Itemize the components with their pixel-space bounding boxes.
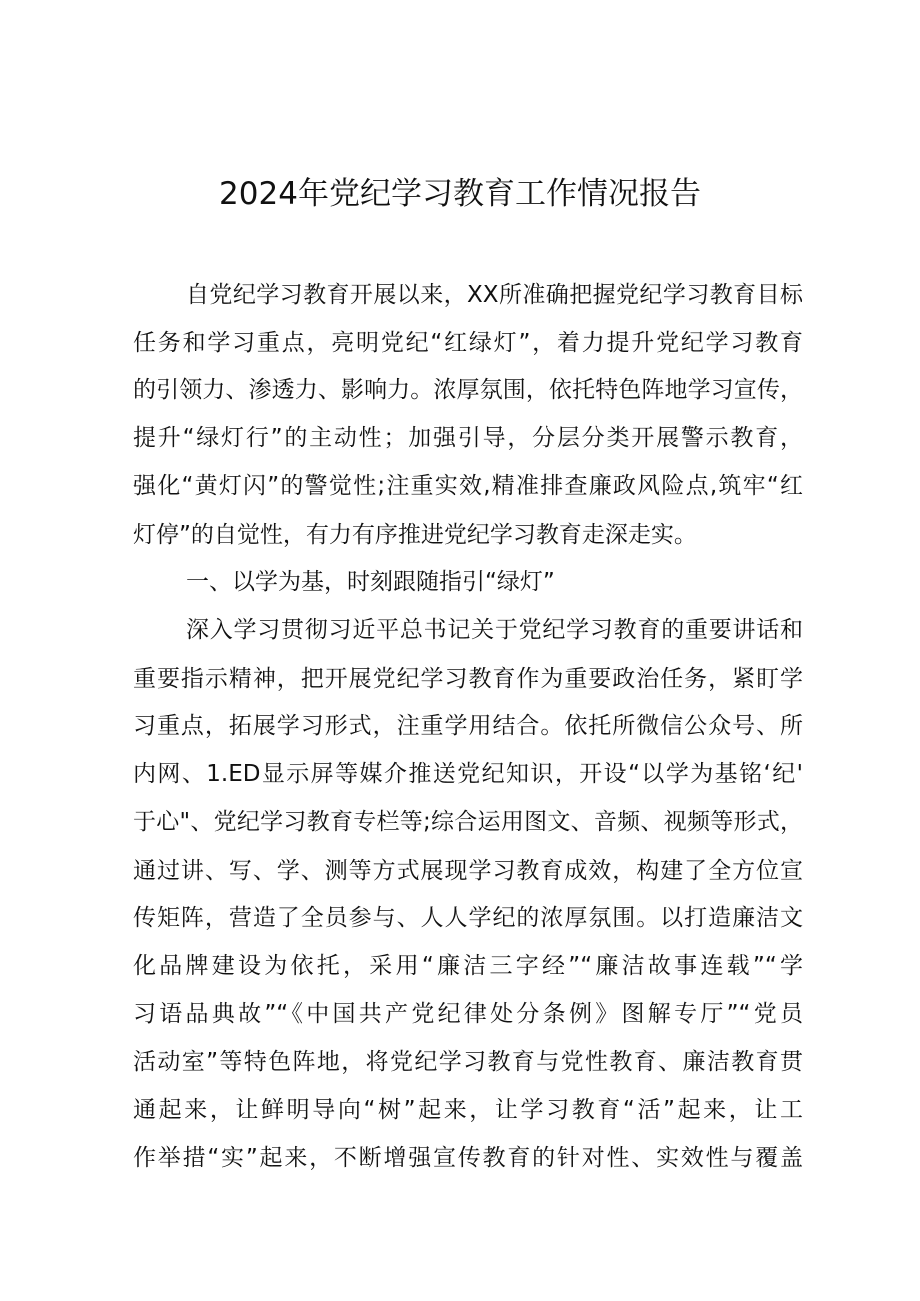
paragraph-line: 的引领力、渗透力、影响力。浓厚氛围，依托特色阵地学习宣传， [133,377,803,403]
section-heading: 一、以学为基，时刻跟随指引“绿灯” [186,569,555,595]
paragraph-line: 自党纪学习教育开展以来，XX所准确把握党纪学习教育目标 [186,282,803,308]
paragraph-line: 任务和学习重点，亮明党纪“红绿灯”，着力提升党纪学习教育 [133,330,803,356]
paragraph-line: 通起来，让鲜明导向“树”起来，让学习教育“活”起来，让工 [133,1097,803,1123]
paragraph-line: 内网、1.ED显示屏等媒介推送党纪知识，开设“以学为基铭‘纪' [133,761,803,787]
paragraph-line: 通过讲、写、学、测等方式展现学习教育成效，构建了全方位宣 [133,858,803,884]
paragraph-line: 于心"、党纪学习教育专栏等;综合运用图文、音频、视频等形式， [133,809,803,835]
paragraph-line: 提升“绿灯行”的主动性；加强引导，分层分类开展警示教育， [133,425,803,451]
paragraph-line: 活动室”等特色阵地，将党纪学习教育与党性教育、廉洁教育贯 [133,1049,803,1075]
paragraph-line: 习语品典故”“《中国共产党纪律处分条例》图解专厅”“党员 [133,1001,803,1027]
paragraph-line: 深入学习贯彻习近平总书记关于党纪学习教育的重要讲话和 [186,617,803,643]
paragraph-line: 作举措“实”起来，不断增强宣传教育的针对性、实效性与覆盖 [133,1145,803,1171]
paragraph-line: 重要指示精神，把开展党纪学习教育作为重要政治任务，紧盯学 [133,666,803,692]
document-title: 2024年党纪学习教育工作情况报告 [219,176,701,212]
paragraph-line: 灯停”的自觉性，有力有序推进党纪学习教育走深走实。 [133,522,697,548]
paragraph-line: 传矩阵，营造了全员参与、人人学纪的浓厚氛围。以打造廉洁文 [133,905,803,931]
paragraph-line: 习重点，拓展学习形式，注重学用结合。依托所微信公众号、所 [133,713,803,739]
paragraph-line: 化品牌建设为依托，采用“廉洁三字经”“廉洁故事连载”“学 [133,953,803,979]
paragraph-line: 强化“黄灯闪”的警觉性;注重实效,精准排查廉政风险点,筑牢“红 [133,473,803,499]
